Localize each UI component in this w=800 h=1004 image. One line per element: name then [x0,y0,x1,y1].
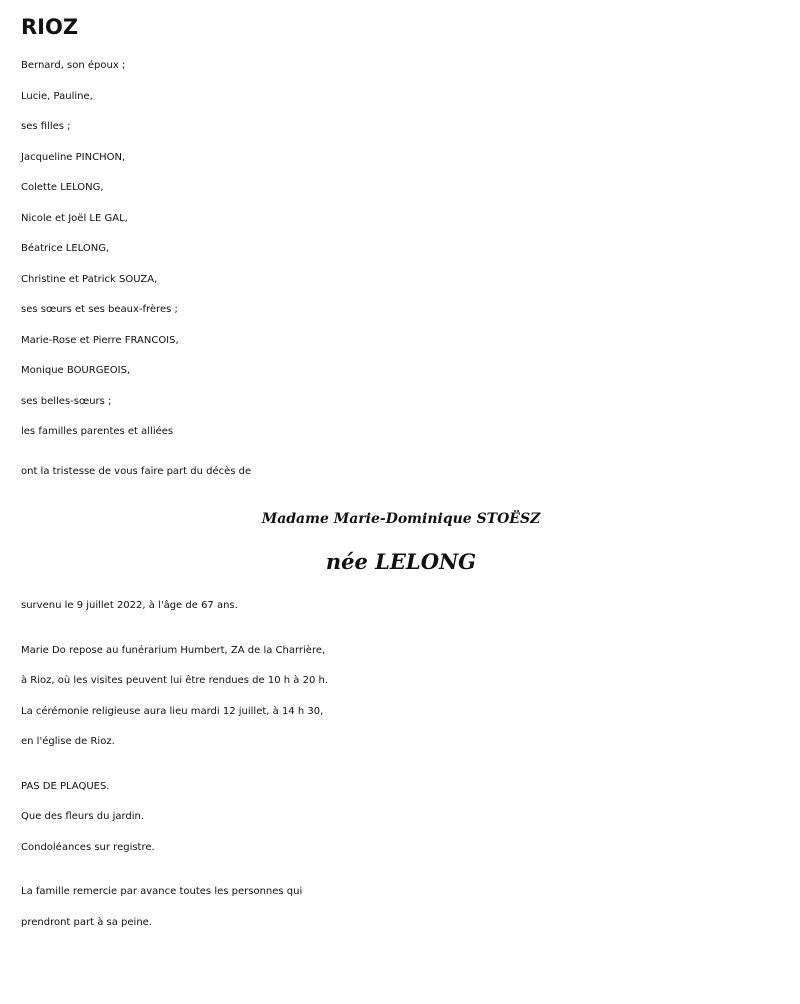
funeral-line: à Rioz, où les visites peuvent lui être rendues de 10 h à 20 h. [21,675,329,686]
family-line: Christine et Patrick SOUZA, [21,273,158,285]
thanks-line: La famille remercie par avance toutes les personnes qui [21,886,303,897]
thanks-line: prendront part à sa peine. [21,916,152,928]
family-line: ses filles ; [21,121,71,132]
funeral-line: en l'église de Rioz. [21,736,115,747]
maiden-name: née LELONG [325,549,477,574]
family-line: Marie-Rose et Pierre FRANCOIS, [21,334,179,346]
deceased-name: Madame Marie-Dominique STOËSZ [261,511,541,527]
thanks-message [21,877,781,938]
funeral-line: La cérémonie religieuse aura lieu mardi 12 juillet, à 14 h 30, [21,705,324,717]
wishes-line: Que des fleurs du jardin. [21,811,145,822]
wishes-line: PAS DE PLAQUES. [21,780,110,792]
wishes-line: Condoléances sur registre. [21,841,155,853]
intro-text: ont la tristesse de vous faire part du décès de [21,465,252,477]
family-list [21,51,781,448]
family-line: Béatrice LELONG, [21,243,110,254]
funeral-details [21,636,781,758]
funeral-line: Marie Do repose au funérarium Humbert, ZA de la Charrière, [21,644,326,656]
family-line: ses belles-sœurs ; [21,395,112,407]
death-info-text: survenu le 9 juillet 2022, à l'âge de 67 ans. [21,600,238,611]
family-line: ses sœurs et ses beaux-frères ; [21,304,178,315]
location-heading: RIOZ [21,15,79,39]
family-wishes [21,772,781,864]
announcement-intro [21,457,781,488]
family-line: Bernard, son époux ; [21,60,126,71]
family-line: Nicole et Joël LE GAL, [21,212,128,224]
family-line: Lucie, Pauline, [21,90,93,102]
family-line: Monique BOURGEOIS, [21,365,131,376]
family-line: Jacqueline PINCHON, [21,151,126,163]
death-info [21,591,781,622]
obituary-notice [21,12,781,938]
family-line: Colette LELONG, [21,182,104,193]
family-line: les familles parentes et alliées [21,426,174,437]
